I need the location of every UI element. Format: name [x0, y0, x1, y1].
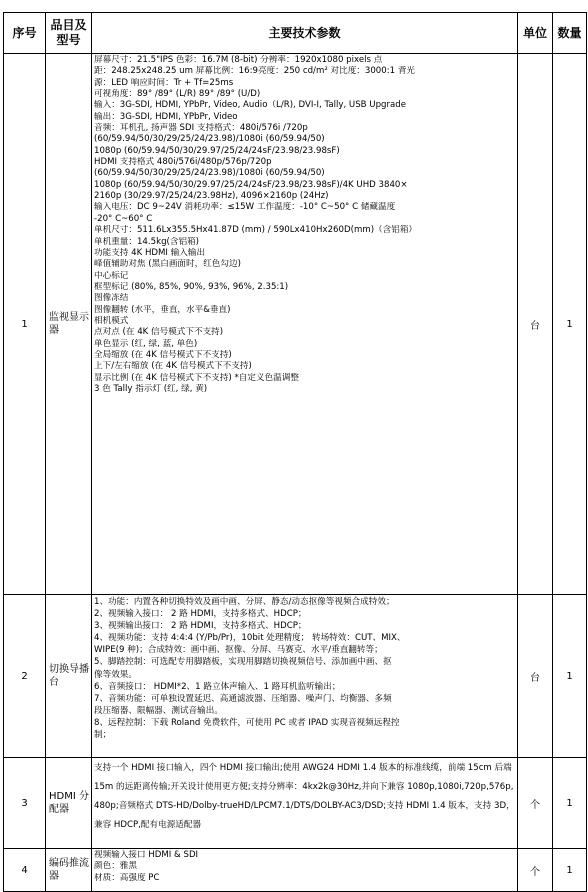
header-qty: 数量: [553, 13, 587, 54]
param-line: 点对点 (在 4K 信号模式下不支持): [94, 327, 224, 338]
param-line: 2、视频输入接口： 2 路 HDMI，支持多格式、HDCP；: [94, 609, 307, 620]
param-line: 显示比例 (在 4K 信号模式下不支持) *自定义色温调整: [94, 372, 299, 383]
param-line: 3、视频输出接口： 2 路 HDMI，支持多格式、HDCP；: [94, 621, 307, 632]
row-item-name: 切换导播台: [46, 595, 92, 758]
param-line: 6、音频接口： HDMI*2、1 路立体声输入、1 路耳机监听输出；: [94, 681, 341, 692]
param-line: 相机模式: [94, 315, 129, 326]
row-index: 3: [4, 758, 46, 849]
param-line: 源：LED 响应时间：Tr + Tf=25ms: [94, 77, 234, 88]
row-unit: 个: [518, 758, 553, 849]
row-params: [92, 54, 518, 595]
param-line: 7、音频功能：可单独设置延迟、高通滤波器、压缩器、噪声门、均衡器、多频: [94, 693, 392, 704]
param-line: 输入：3G-SDI, HDMI, YPbPr, Video, Audio（L/R), DVI-I, Tally, USB Upgrade: [94, 100, 407, 111]
row-params: 支持一个 HDMI 接口输入，四个 HDMI 接口输出;使用 AWG24 HDMI 1.4 版本的标准线缆，前端 15cm 后端 15m 的远距离传输;开关设计使用更方便;支持分辨率：4kx2k@30Hz,并向下兼容 1080p,1080i,720p,576p,480p;音频格式 DTS-HD/Dolby-trueHD/LPCM7.1/DTS/DOLBY-AC3/DSD;支持 HDMI 1.4 版本，支持 3D，兼容 HDCP,配有电源适配器: [92, 758, 518, 849]
param-line: 功能支持 4K HDMI 输入输出: [94, 247, 206, 258]
param-line: 单机尺寸：511.6Lx355.5Hx41.87D (mm) / 590Lx410Hx260D(mm)（含铝箱）: [94, 225, 418, 236]
header-unit: 单位: [518, 13, 553, 54]
param-line: 3 色 Tally 指示灯 (红, 绿, 黄): [94, 383, 208, 394]
row-qty: 1: [553, 595, 587, 758]
param-line: (60/59.94/50/30/29/25/24/23.98)/1080i (60/59.94/50): [94, 134, 325, 145]
table-row: [4, 849, 587, 892]
row-index: 1: [4, 54, 46, 595]
row-params: [92, 849, 518, 892]
row-unit: 台: [518, 54, 553, 595]
param-line: 图像冻结: [94, 293, 129, 304]
param-line: 4、视频功能：支持 4:4:4 (Y/Pb/Pr)，10bit 处理精度； 转场特效：CUT、MIX、: [94, 633, 406, 644]
param-line: 框型标记 (80%, 85%, 90%, 93%, 96%, 2.35:1): [94, 281, 289, 292]
param-line: 8、远程控制：下载 Roland 免费软件，可使用 PC 或者 IPAD 实现音视频远程控: [94, 717, 400, 728]
row-params: [92, 595, 518, 758]
row-unit: 台: [518, 595, 553, 758]
param-line: 2160p (30/29.97/25/24/23.98Hz), 4096×2160p (24Hz): [94, 191, 329, 202]
param-line: 视频输入接口 HDMI & SDI: [94, 850, 199, 860]
row-item-name: HDMI 分配器: [46, 758, 92, 849]
param-line: 音频：耳机孔, 扬声器 SDI 支持格式：480i/576i /720p: [94, 123, 308, 134]
param-line: HDMI 支持格式 480i/576i/480p/576p/720p: [94, 157, 272, 168]
row-qty: 1: [553, 758, 587, 849]
param-line: 1080p (60/59.94/50/30/29.97/25/24/24sF/23.98/23.98sF)/4K UHD 3840×: [94, 179, 408, 190]
param-line: 单色显示 (红, 绿, 蓝, 单色): [94, 338, 198, 349]
header-name: 品目及型号: [46, 13, 92, 54]
param-line: 输出：3G-SDI, HDMI, YPbPr, Video: [94, 111, 238, 122]
spec-table: [3, 12, 587, 892]
param-line: 屏幕尺寸：21.5"IPS 色彩：16.7M (8-bit) 分辨率：1920x1080 pixels 点: [94, 55, 383, 65]
table-row: [4, 54, 587, 595]
param-line: 单机重量：14.5kg(含铝箱): [94, 236, 200, 247]
param-line: 距：248.25x248.25 um 屏幕比例：16:9亮度：250 cd/m² 对比度：3000:1 背光: [94, 66, 416, 77]
param-line: (60/59.94/50/30/29/25/24/23.98)/1080i (60/59.94/50): [94, 168, 325, 179]
param-line: 可视角度：89° /89° (L/R) 89° /89° (U/D): [94, 89, 261, 100]
param-line: 峰值辅助对焦 (黑白画面时，红色勾边): [94, 259, 241, 270]
row-qty: 1: [553, 54, 587, 595]
param-line: 材质：高强度 PC: [94, 872, 160, 883]
header-index: 序号: [4, 13, 46, 54]
param-line: WIPE(9 种)；合成特效：画中画、抠像、分屏、马赛克、水平/垂直翻转等；: [94, 645, 383, 656]
param-line: 制；: [94, 730, 112, 741]
row-unit: 个: [518, 849, 553, 892]
param-line: 图像翻转 (水平，垂直，水平&垂直): [94, 304, 231, 315]
table-row: [4, 758, 587, 849]
param-line: 输入电压：DC 9~24V 消耗功率：≤15W 工作温度：-10° C~50° C 储藏温度: [94, 202, 396, 213]
table-row: [4, 595, 587, 758]
param-line: 1、功能：内置各种切换特效及画中画、分屏、静态/动态抠像等视频合成特效；: [94, 597, 395, 607]
param-line: 段压缩器、限幅器、测试音输出。: [94, 705, 223, 716]
param-line: 上下/左右缩放 (在 4K 信号模式下不支持): [94, 361, 252, 372]
param-line: 5、脚踏控制：可选配专用脚踏板，实现用脚踏切换视频信号、添加画中画、抠: [94, 657, 392, 668]
param-line: -20° C~60° C: [94, 213, 153, 224]
row-index: 2: [4, 595, 46, 758]
param-line: 全局缩放 (在 4K 信号模式下不支持): [94, 349, 232, 360]
param-line: 中心标记: [94, 270, 129, 281]
row-index: 4: [4, 849, 46, 892]
row-qty: 1: [553, 849, 587, 892]
param-line: 1080p (60/59.94/50/30/29.97/25/24/24sF/23.98/23.98sF): [94, 145, 340, 156]
header-params: 主要技术参数: [92, 13, 518, 54]
param-line: 颜色：雅黑: [94, 861, 137, 872]
param-line: 像等效果。: [94, 669, 137, 680]
row-item-name: 编码推流器: [46, 849, 92, 892]
table-header-row: [4, 13, 587, 54]
row-item-name: 监视显示器: [46, 54, 92, 595]
